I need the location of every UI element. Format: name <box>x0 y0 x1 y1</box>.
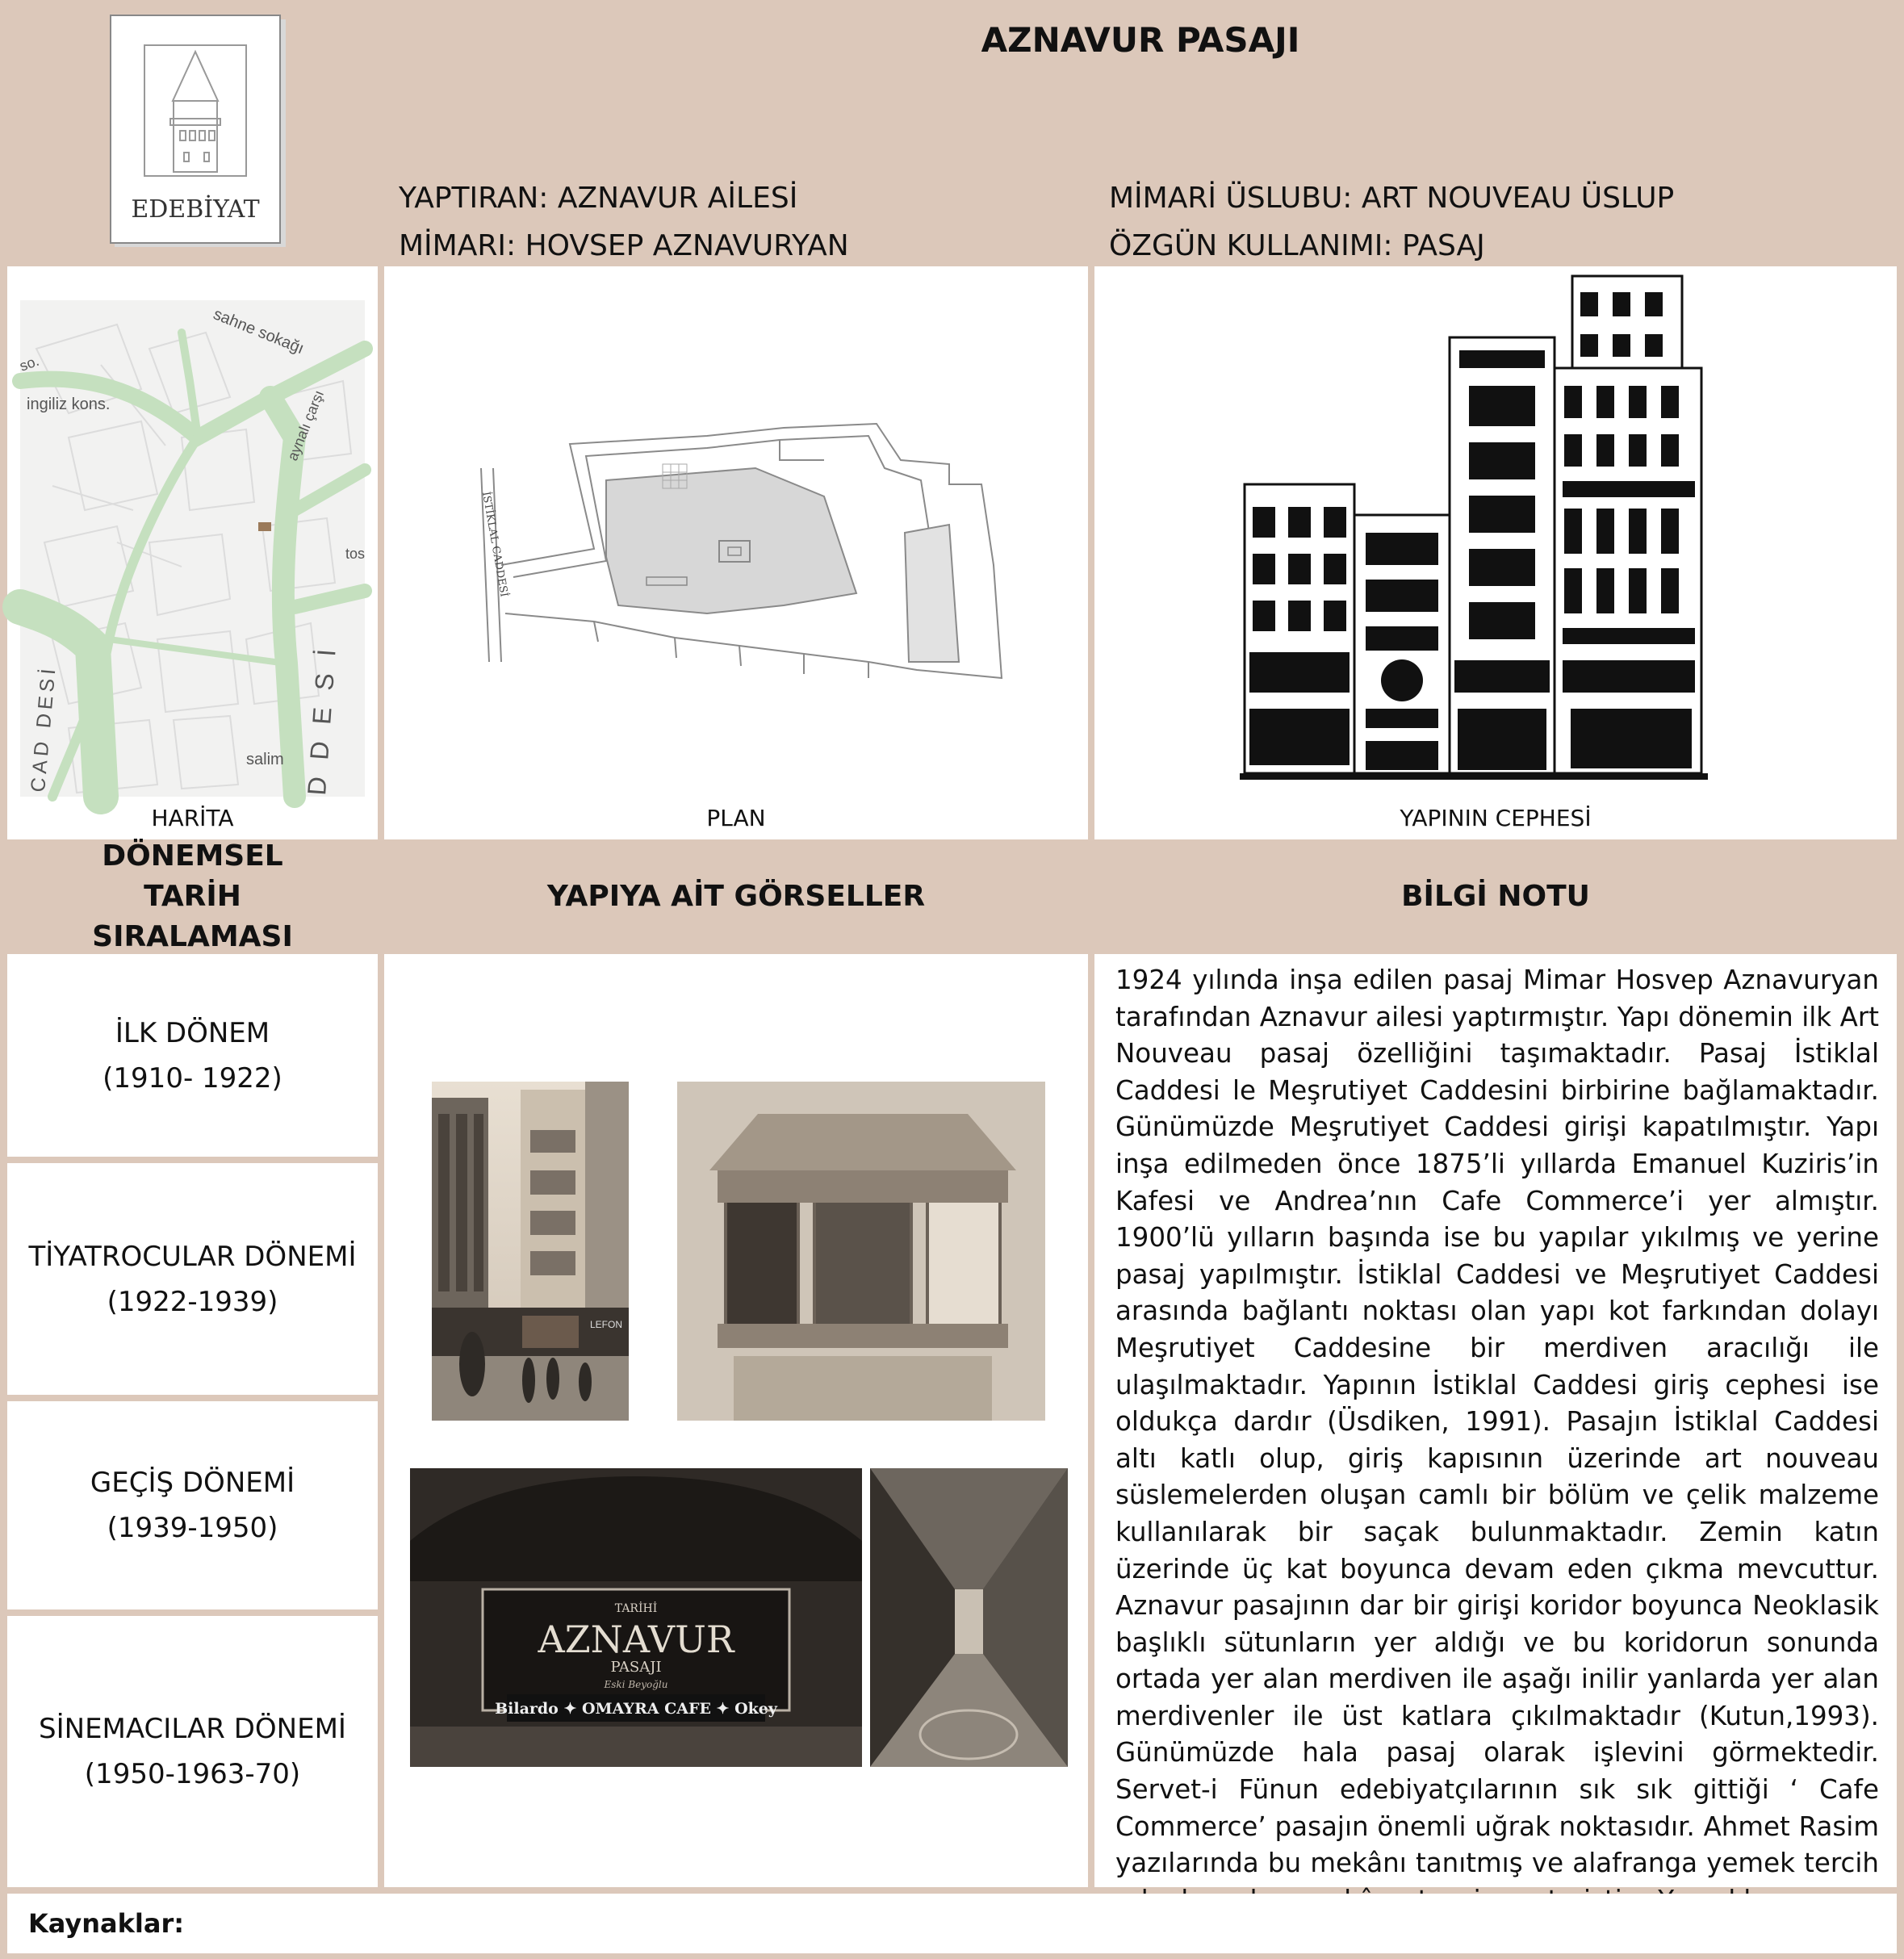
period-years: (1922-1939) <box>107 1285 278 1318</box>
timeline-header-text: DÖNEMSEL TARİH SIRALAMASI <box>92 839 293 953</box>
images-header-text: YAPIYA AİT GÖRSELLER <box>546 880 926 913</box>
book-tower-logo-icon <box>7 6 378 260</box>
page-title-text: AZNAVUR PASAJI <box>981 20 1300 60</box>
logo-label: EDEBİYAT <box>131 195 260 224</box>
map-cell <box>7 266 378 839</box>
sources-label: Kaynaklar: <box>28 1908 185 1939</box>
period-years: (1950-1963-70) <box>84 1758 301 1790</box>
map-label-ingiliz: ingiliz kons. <box>27 396 111 413</box>
facade-drawing <box>1240 273 1772 789</box>
map-label-salim: salim <box>246 751 284 768</box>
map-label-sahne: sahne sokağı <box>211 305 307 358</box>
period-name: GEÇİŞ DÖNEMİ <box>90 1467 295 1499</box>
map-label-aynali: aynalı çarşı <box>284 387 328 463</box>
period-cinema <box>7 1616 378 1887</box>
photo-bay-window <box>677 1082 1045 1421</box>
plan-caption: PLAN <box>706 805 766 831</box>
period-name: İLK DÖNEM <box>115 1016 270 1049</box>
page-title <box>384 6 1897 74</box>
period-years: (1910- 1922) <box>103 1061 282 1095</box>
plan-cell <box>384 266 1088 839</box>
facade-caption: YAPININ CEPHESİ <box>1400 805 1592 831</box>
map-label-cad-desi: CAD DESİ <box>27 663 61 793</box>
logo-cell <box>7 6 378 260</box>
sources-footer <box>7 1894 1897 1953</box>
plan-street-label: İSTİKLAL CADDESİ <box>479 491 510 598</box>
period-transition <box>7 1401 378 1609</box>
photo-street-view <box>432 1082 629 1421</box>
period-years: (1939-1950) <box>107 1512 278 1544</box>
map-label-tos: tos <box>345 546 366 562</box>
note-header-text: BİLGİ NOTU <box>1401 880 1590 913</box>
period-theater <box>7 1163 378 1395</box>
shop-sign: LEFON <box>589 1319 623 1330</box>
info-style: MİMARİ ÜSLUBU: ART NOUVEAU ÜSLUP <box>1109 182 1675 215</box>
sign-aznavur: AZNAVUR <box>538 1618 734 1661</box>
sign-bottom: Bilardo ✦ OMAYRA CAFE ✦ Okey <box>495 1700 777 1718</box>
period-first <box>7 954 378 1157</box>
sign-small-top: TARİHİ <box>614 1602 658 1615</box>
street-map <box>17 300 366 797</box>
photo-corridor <box>870 1468 1068 1767</box>
info-architect: MİMARI: HOVSEP AZNAVURYAN <box>399 229 849 262</box>
images-header <box>384 846 1088 948</box>
sign-pasaji: PASAJI <box>610 1659 662 1676</box>
timeline-header <box>7 839 378 953</box>
sign-old: Eski Beyoğlu <box>604 1679 668 1690</box>
facade-cell <box>1094 266 1897 839</box>
info-original-use: ÖZGÜN KULLANIMI: PASAJ <box>1109 229 1485 262</box>
info-note <box>1094 954 1897 1887</box>
info-note-text: 1924 yılında inşa edilen pasaj Mimar Hosvep Aznavuryan tarafından Aznavur ailesi yaptırmıştır. Yapı dönemin ilk Art Nouveau pasaj özelliğini taşımaktadır. Pasaj İstiklal Caddesi le Meşrutiyet Caddesini birbirine bağlamaktadır. Günümüzde Meşrutiyet Caddesi girişi kapatılmıştır. Yapı inşa edilmeden önce 1875’li yıllarda Emanuel Kuziris’in Kafesi ve Andrea’nın Cafe Commerce’i yer almıştır. 1900’lü yılların başında ise bu yapılar yıkılmış ve yerine pasaj yapılmıştır. İstiklal Caddesi ve Meşrutiyet Caddesi arasında bağlantı noktası olan yapı kot farkından dolayı Meşrutiyet Caddesine bir merdiven aracılığı ile ulaşılmaktadır. Yapının İstiklal Caddesi giriş cephesi ise oldukça dardır (Üsdiken, 1991). Pasajın İstiklal Caddesi altı katlı olup, giriş kapısının üzerinde art nouveau süslemelerden oluşan camlı bir bölüm ve çelik malzeme kullanılarak bir saçak bulunmaktadır. Zemin katın üzerinde üç kat boyunca devam eden çıkma mevcuttur. Aznavur pasajının dar bir girişi koridor boyunca Neoklasik başlıklı sütunların yer aldığı ve bu koridorun sonunda ortada yer alan merdiven ile aşağı inilir yanlarda yer alan merdivenler ile üst katlara çıkılmaktadır (Kutun,1993). Günümüzde hala pasaj olarak işlevini görmektedir. Servet-i Fünun edebiyatçılarının sık sık gittiği ‘ Cafe Commerce’ pasajın önemli uğrak noktasıdır. Ahmet Rasim yazılarında bu mekânı tanıtmış ve alafranga yemek tercih <box>1115 965 1879 1879</box>
info-left <box>384 79 1088 260</box>
map-label-ddesi: D D E S İ <box>302 643 342 797</box>
photo-entrance-sign <box>410 1468 862 1767</box>
map-label-so: so. <box>17 352 41 375</box>
note-header <box>1094 846 1897 948</box>
info-right <box>1094 79 1897 260</box>
period-name: TİYATROCULAR DÖNEMİ <box>28 1240 357 1273</box>
period-name: SİNEMACILAR DÖNEMİ <box>39 1713 346 1745</box>
map-caption: HARİTA <box>151 805 234 831</box>
images-cell <box>384 954 1088 1887</box>
info-commissioner: YAPTIRAN: AZNAVUR AİLESİ <box>399 182 798 215</box>
floor-plan-drawing <box>465 420 1030 702</box>
